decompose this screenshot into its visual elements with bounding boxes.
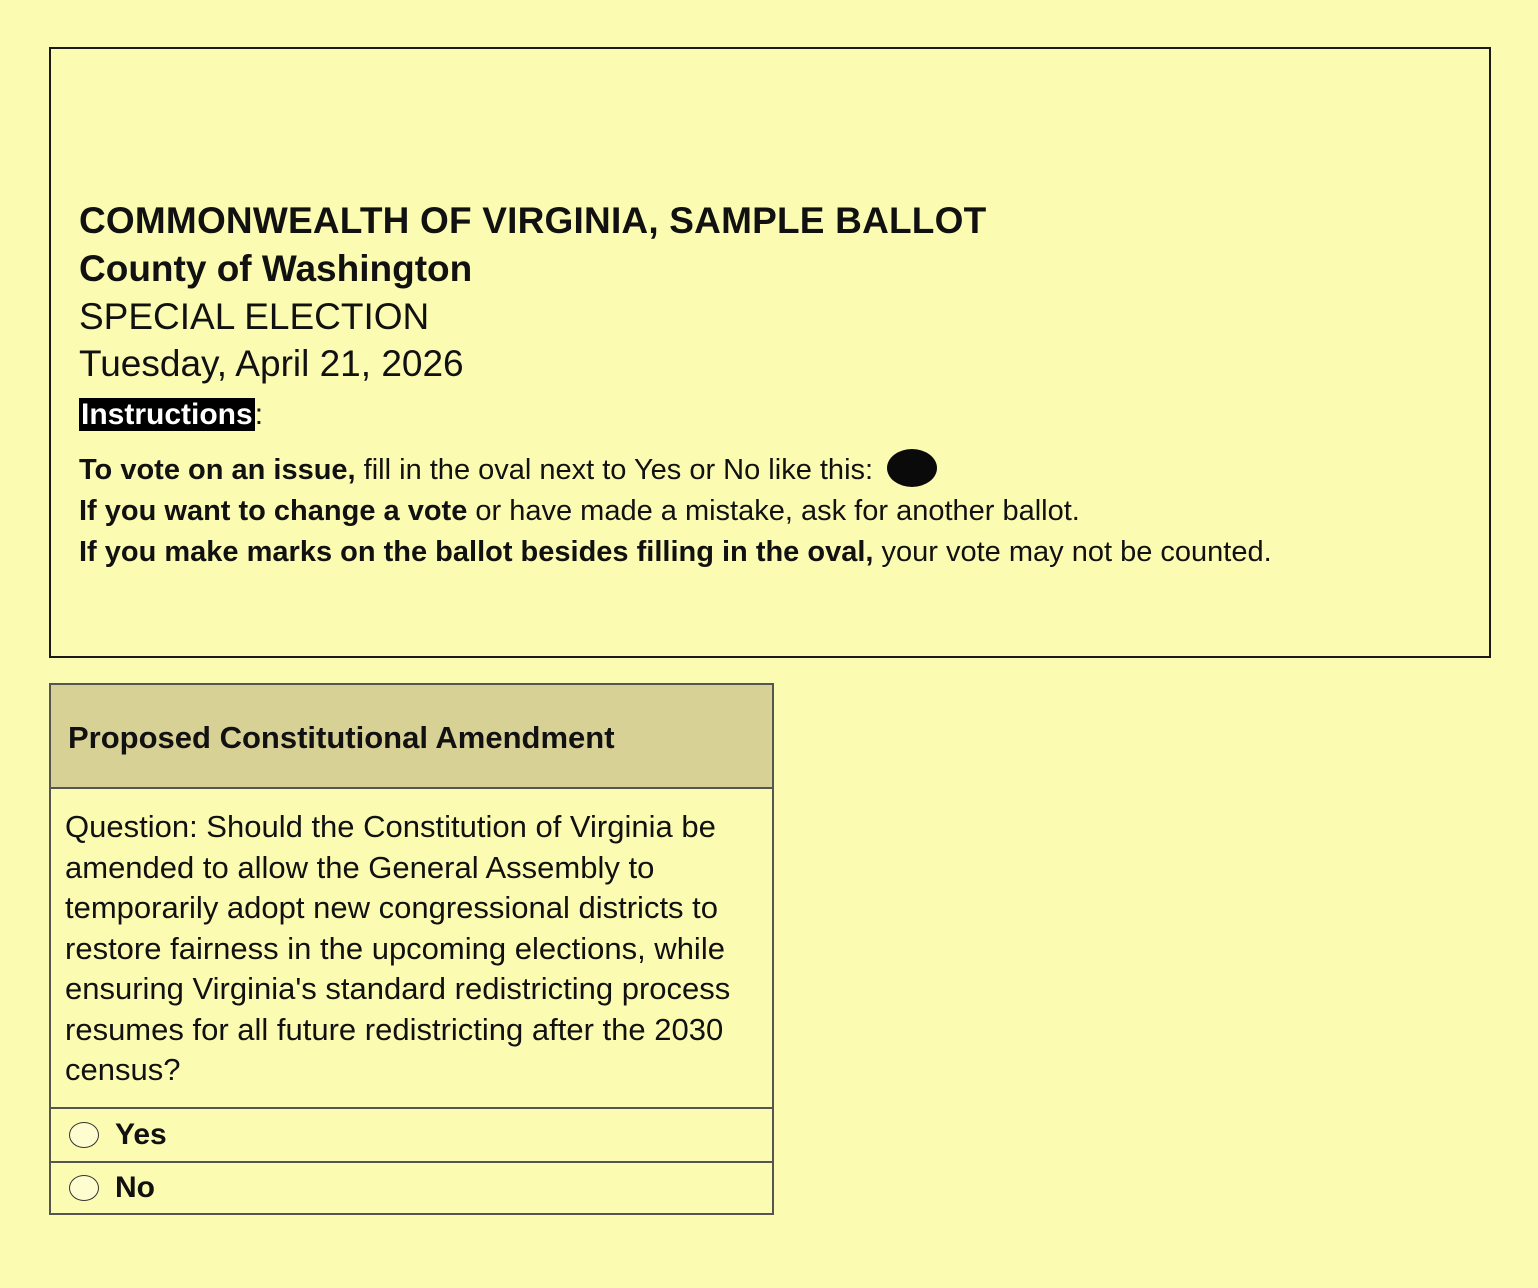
instruction-line-3: [79, 532, 1459, 573]
filled-oval-example-icon: [887, 449, 937, 487]
contest-header: Proposed Constitutional Amendment: [51, 685, 772, 789]
option-no-label: No: [115, 1170, 155, 1204]
instruction-3-text: your vote may not be counted.: [873, 536, 1272, 568]
instructions-label: Instructions: [81, 398, 253, 431]
instruction-3-bold: If you make marks on the ballot besides filling in the oval,: [79, 536, 874, 568]
contest-question: Question: Should the Constitution of Virginia be amended to allow the General Assembly to temporarily adopt new congressional districts to restore fairness in the upcoming elections, while ensuring Virginia's standard redistricting process resumes for all future redistricting after the 2030 census?: [51, 789, 772, 1109]
election-date: Tuesday, April 21, 2026: [79, 343, 464, 384]
instruction-line-2: [79, 491, 1459, 532]
vote-oval-yes[interactable]: [69, 1122, 99, 1148]
option-yes-label: Yes: [115, 1117, 167, 1151]
instructions-heading: [79, 395, 1459, 435]
instruction-2-bold: If you want to change a vote: [79, 495, 468, 527]
instructions-colon: :: [254, 398, 264, 431]
option-yes[interactable]: [51, 1109, 772, 1161]
election-type: SPECIAL ELECTION: [79, 296, 430, 337]
ballot-title: COMMONWEALTH OF VIRGINIA, SAMPLE BALLOT: [79, 200, 987, 241]
ballot-header-text: [79, 197, 1459, 573]
ballot-header-box: [49, 47, 1491, 658]
county-name: County of Washington: [79, 248, 473, 289]
instructions-body: [79, 449, 1459, 573]
contest-box: [49, 683, 774, 1215]
option-no[interactable]: [51, 1161, 772, 1213]
instruction-line-1: [79, 449, 1459, 491]
instruction-1-text: fill in the oval next to Yes or No like this:: [355, 454, 874, 486]
vote-oval-no[interactable]: [69, 1175, 99, 1201]
instruction-2-text: or have made a mistake, ask for another ballot.: [467, 495, 1080, 527]
instruction-1-bold: To vote on an issue,: [79, 454, 356, 486]
